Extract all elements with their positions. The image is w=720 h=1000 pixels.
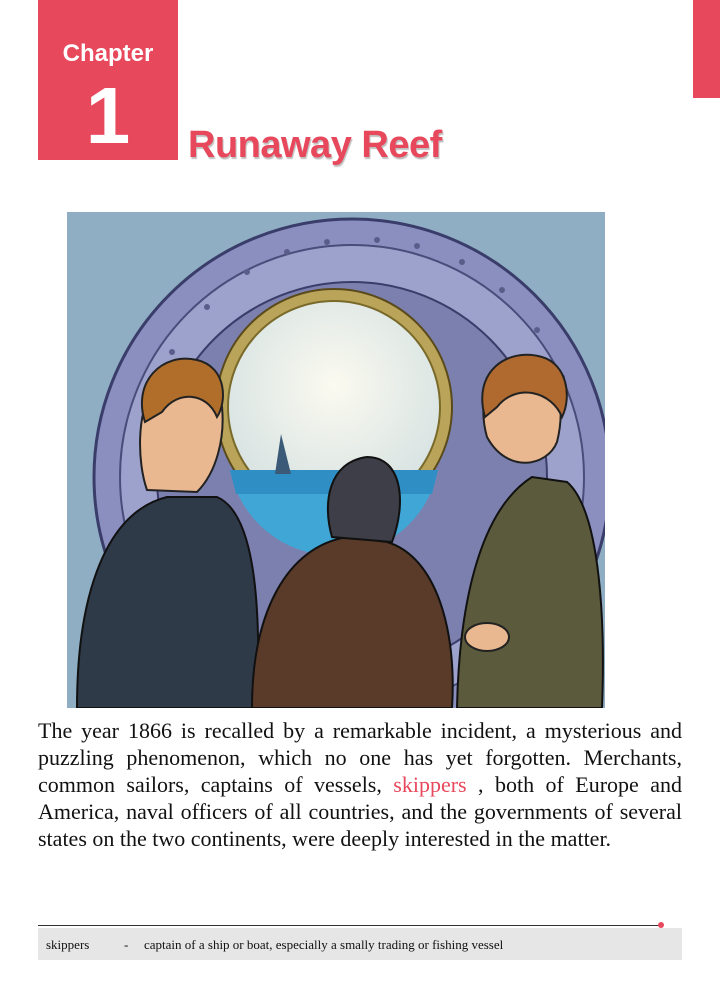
- body-paragraph: [38, 717, 682, 852]
- footnote-divider: [38, 925, 662, 926]
- chapter-number: 1: [85, 71, 131, 160]
- glossary-highlight-word: skippers: [393, 772, 467, 797]
- body-text-start: The year 1866 is recalled by a remarkable incident, a mysterious and puzzling phenomenon, which no one has yet forgotten. Merchants, common sailors, captains of vessels,: [38, 718, 682, 797]
- glossary-term: skippers: [46, 937, 90, 952]
- glossary-separator: -: [124, 937, 129, 952]
- glossary-footnote: [38, 928, 682, 960]
- porthole-scene-image: [67, 212, 605, 708]
- chapter-label: Chapter: [62, 40, 154, 67]
- glossary-definition: captain of a ship or boat, especially a smally trading or fishing vessel: [144, 937, 504, 952]
- body-text-end: , both of Europe and America, naval officers of all countries, and the governments of several states on the two continents, were deeply interested in the matter.: [38, 772, 682, 851]
- chapter-badge: [38, 0, 178, 160]
- chapter-illustration: [67, 212, 605, 708]
- corner-tab: [693, 0, 720, 98]
- chapter-title: Runaway Reef: [188, 124, 442, 166]
